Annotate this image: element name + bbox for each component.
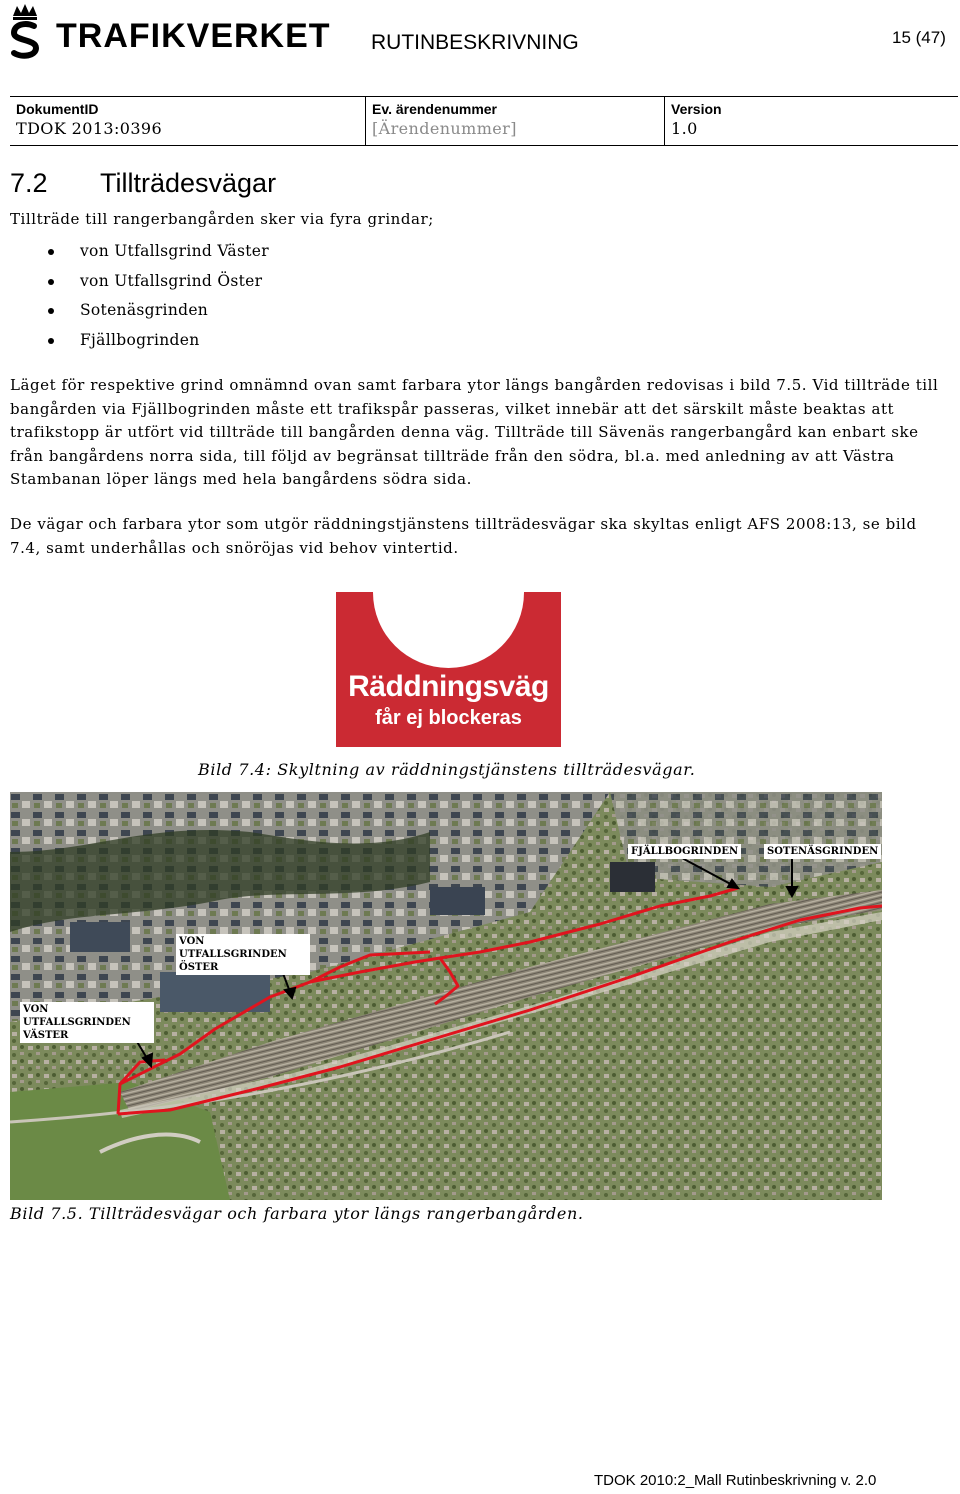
figure-caption-7-4: Bild 7.4: Skyltning av räddningstjänstens tillträdesvägar. (198, 760, 696, 779)
list-item: von Utfallsgrind Väster (46, 237, 269, 267)
footer-template-id: TDOK 2010:2_Mall Rutinbeskrivning v. 2.0 (594, 1472, 877, 1489)
list-item: Fjällbogrinden (46, 326, 269, 356)
document-type: RUTINBESKRIVNING (371, 31, 579, 54)
body-paragraph-1: Läget för respektive grind omnämnd ovan samt farbara ytor längs bangården redovisas i bild 7.5. Vid tillträde till bangården via Fjällbogrinden måste ett trafikspår passeras, vilket innebär att det särskilt måste beaktas att trafikstopp är utfört vid tillträde till bangården denna väg. Tillträde till Sävenäs rangerbangård kan enbart ske från bangårdens norra sida, till följd av begränsat tillträde från den södra, bl.a. med anledning av att Västra Stambanan löper längs med hela bangårdens södra sida. (10, 376, 939, 488)
raddningsvag-sign-image (336, 592, 561, 747)
section-number: 7.2 (10, 168, 48, 198)
doc-id-label: DokumentID (16, 101, 99, 117)
version-cell (664, 97, 959, 145)
case-number-label: Ev. ärendenummer (372, 101, 498, 117)
figure-caption-7-5: Bild 7.5. Tillträdesvägar och farbara ytor längs rangerbangården. (10, 1204, 584, 1223)
gate-list (46, 237, 269, 355)
case-number-value: [Ärendenummer] (372, 119, 517, 138)
map-label-line: VON UTFALLSGRINDEN (179, 936, 287, 960)
map-label-utfallsgrinden-vaster (20, 1002, 154, 1043)
map-label-fjallbogrinden: FJÄLLBOGRINDEN (628, 844, 741, 859)
body-paragraph-2: De vägar och farbara ytor som utgör räddningstjänstens tillträdesvägar ska skyltas enligt AFS 2008:13, se bild 7.4, samt underhållas och snöröjas vid behov vintertid. (10, 515, 917, 557)
map-label-line: ÖSTER (179, 962, 219, 973)
aerial-map-image (10, 792, 882, 1200)
doc-id-cell (10, 97, 364, 145)
version-label: Version (671, 101, 722, 117)
list-item: Sotenäsgrinden (46, 296, 269, 326)
version-value: 1.0 (671, 119, 698, 138)
section-heading (10, 166, 276, 200)
map-label-sotenasgrinden: SOTENÄSGRINDEN (764, 844, 881, 859)
aerial-photo (10, 792, 882, 1200)
logo-wordmark: TRAFIKVERKET (56, 17, 331, 55)
doc-id-value: TDOK 2013:0396 (16, 119, 163, 138)
sign-white-arc (373, 592, 524, 668)
intro-paragraph: Tillträde till rangerbangården sker via fyra grindar; (10, 210, 434, 228)
trafikverket-crown-logo-icon (4, 2, 46, 60)
sign-line-2: får ej blockeras (375, 707, 522, 729)
document-meta-table (10, 96, 958, 146)
map-label-line: VÄSTER (23, 1030, 69, 1041)
page-number: 15 (47) (892, 28, 946, 47)
map-label-line: VON UTFALLSGRINDEN (23, 1004, 131, 1028)
list-item: von Utfallsgrind Öster (46, 267, 269, 297)
case-number-cell (365, 97, 664, 145)
section-title: Tillträdesvägar (100, 168, 277, 198)
map-label-utfallsgrinden-oster (176, 934, 310, 975)
sign-line-1: Räddningsväg (348, 670, 549, 703)
